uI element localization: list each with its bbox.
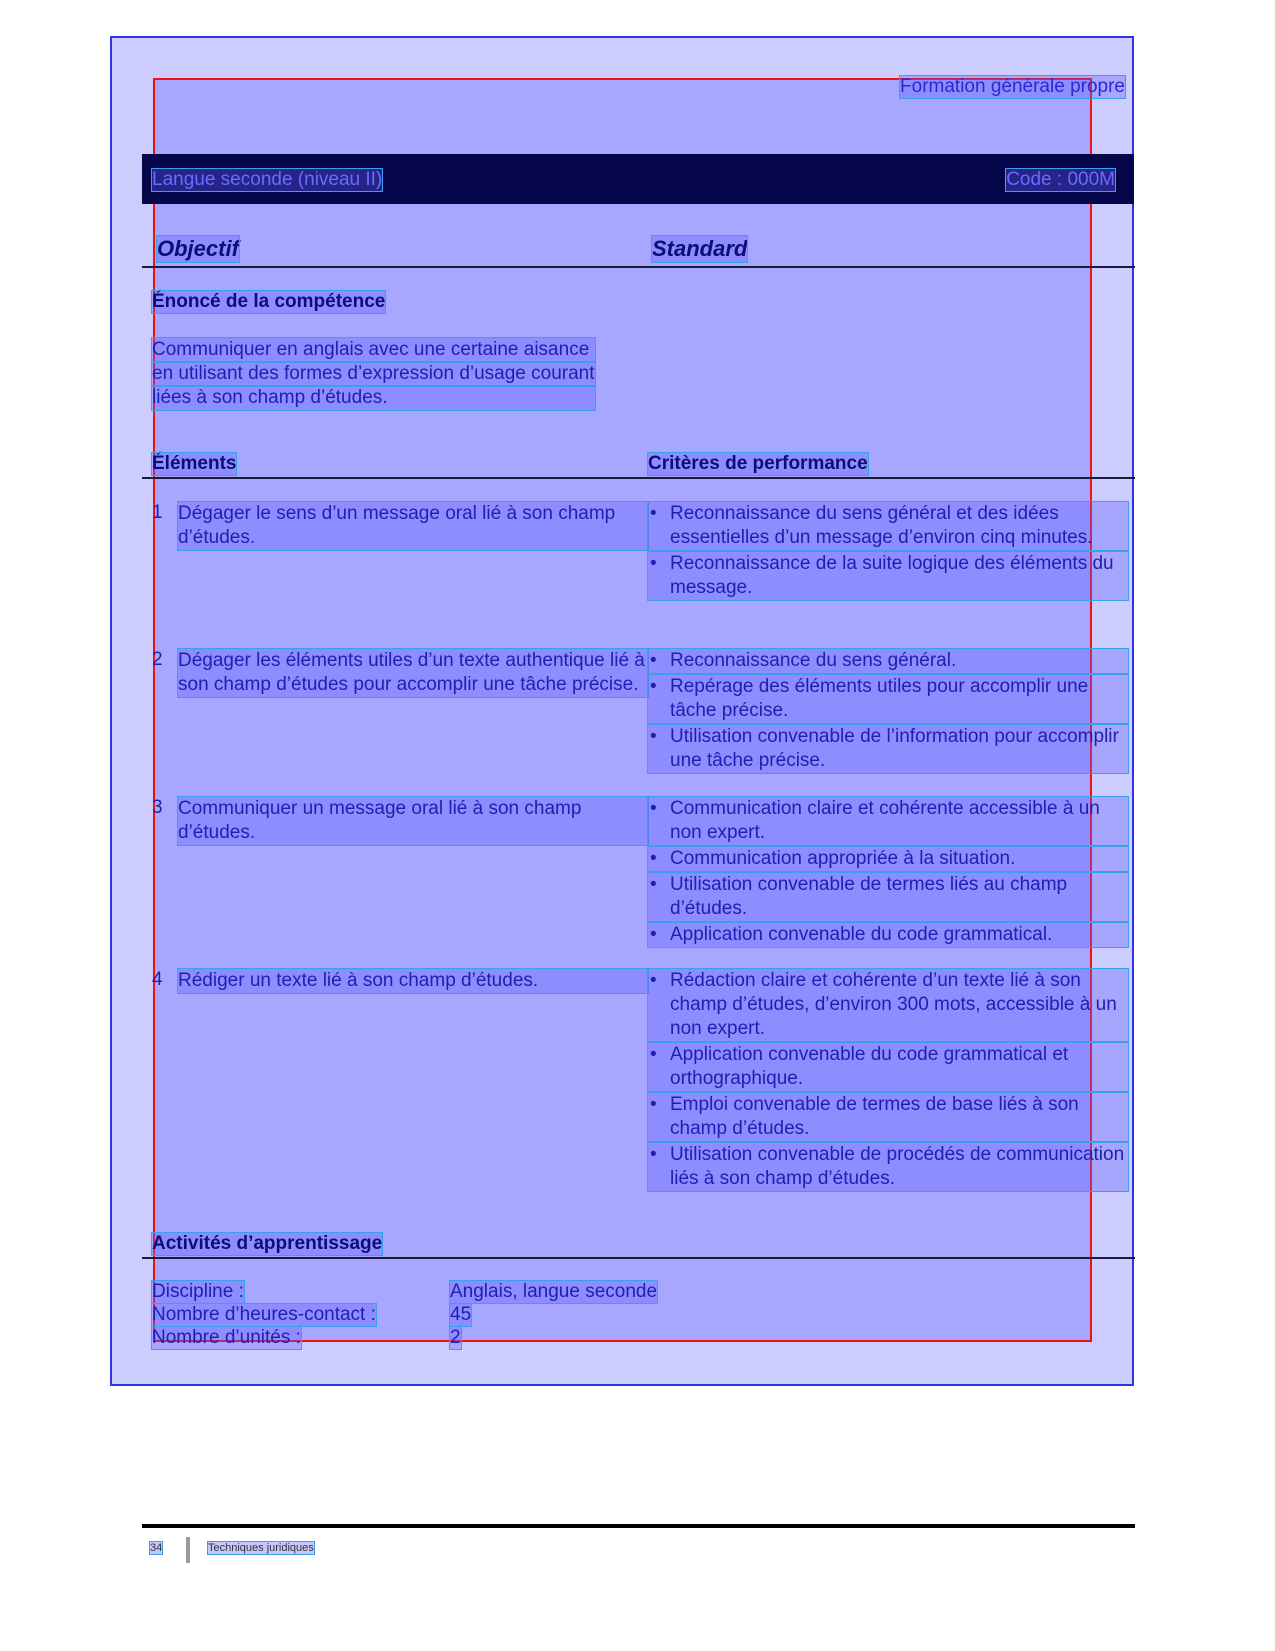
units-value: 2 — [450, 1327, 461, 1348]
divider — [142, 266, 1135, 268]
discipline-value: Anglais, langue seconde — [450, 1281, 658, 1302]
discipline-label: Discipline : — [152, 1281, 244, 1302]
element-text: Dégager les éléments utiles d’un texte authentique lié à son champ d’études pour accomplir une tâche précise. — [178, 649, 648, 697]
footer-rule — [142, 1524, 1135, 1528]
objective-heading: Objectif — [157, 236, 239, 261]
bullet-icon: • — [650, 676, 657, 697]
competence-line: liées à son champ d’études. — [152, 386, 595, 410]
criteria-list — [648, 969, 1128, 1193]
footer-separator — [186, 1537, 190, 1563]
hours-value: 45 — [450, 1304, 472, 1325]
criterion-item: • Application convenable du code grammatical et orthographique. — [648, 1043, 1128, 1091]
element-number: 2 — [152, 649, 163, 670]
criteria-list — [648, 502, 1128, 602]
elements-heading: Éléments — [152, 453, 237, 474]
competence-statement — [152, 338, 595, 410]
bullet-icon: • — [650, 726, 657, 747]
element-text: Dégager le sens d’un message oral lié à son champ d’études. — [178, 502, 648, 550]
criterion-item: • Emploi convenable de termes de base liés à son champ d’études. — [648, 1093, 1128, 1141]
divider — [142, 1257, 1135, 1259]
bullet-icon: • — [650, 553, 657, 574]
competence-line: en utilisant des formes d’expression d’usage courant — [152, 363, 595, 384]
bullet-icon: • — [650, 874, 657, 895]
bullet-icon: • — [650, 650, 657, 671]
criteria-list — [648, 649, 1128, 775]
criteria-list — [648, 797, 1128, 949]
criterion-item: • Utilisation convenable de procédés de communication liés à son champ d’études. — [648, 1143, 1128, 1191]
bullet-icon: • — [650, 1094, 657, 1115]
standard-heading: Standard — [652, 236, 748, 261]
element-text: Rédiger un texte lié à son champ d’études. — [178, 969, 648, 993]
course-code: Code : 000M — [1006, 169, 1115, 190]
running-head: Formation générale propre — [900, 76, 1125, 97]
criterion-item: • Communication appropriée à la situation. — [648, 847, 1128, 871]
bullet-icon: • — [650, 503, 657, 524]
bullet-icon: • — [650, 1044, 657, 1065]
bullet-icon: • — [650, 1144, 657, 1165]
criterion-item: • Communication claire et cohérente accessible à un non expert. — [648, 797, 1128, 845]
bullet-icon: • — [650, 848, 657, 869]
competence-heading: Énoncé de la compétence — [152, 291, 386, 312]
criterion-item: • Reconnaissance de la suite logique des éléments du message. — [648, 552, 1128, 600]
units-label: Nombre d’unités : — [152, 1327, 301, 1348]
footer-page-number: 34 — [150, 1542, 163, 1554]
course-name: Langue seconde (niveau II) — [152, 169, 383, 190]
divider — [142, 477, 1135, 479]
criterion-item: • Rédaction claire et cohérente d’un texte lié à son champ d’études, d’environ 300 mots, accessible à un non expert. — [648, 969, 1128, 1041]
criterion-item: • Reconnaissance du sens général. — [648, 649, 1128, 673]
element-number: 1 — [152, 502, 163, 523]
element-number: 3 — [152, 797, 163, 818]
criteria-heading: Critères de performance — [648, 453, 868, 474]
criterion-item: • Reconnaissance du sens général et des idées essentielles d’un message d’environ cinq minutes. — [648, 502, 1128, 550]
hours-label: Nombre d’heures-contact : — [152, 1304, 376, 1325]
bullet-icon: • — [650, 970, 657, 991]
criterion-item: • Application convenable du code grammatical. — [648, 923, 1128, 947]
bullet-icon: • — [650, 798, 657, 819]
activities-heading: Activités d’apprentissage — [152, 1233, 383, 1254]
footer-program: Techniques juridiques — [208, 1542, 314, 1554]
element-number: 4 — [152, 969, 163, 990]
element-text: Communiquer un message oral lié à son champ d’études. — [178, 797, 648, 845]
competence-line: Communiquer en anglais avec une certaine aisance — [152, 338, 595, 362]
bullet-icon: • — [650, 924, 657, 945]
criterion-item: • Repérage des éléments utiles pour accomplir une tâche précise. — [648, 675, 1128, 723]
criterion-item: • Utilisation convenable de l’information pour accomplir une tâche précise. — [648, 725, 1128, 773]
criterion-item: • Utilisation convenable de termes liés au champ d’études. — [648, 873, 1128, 921]
